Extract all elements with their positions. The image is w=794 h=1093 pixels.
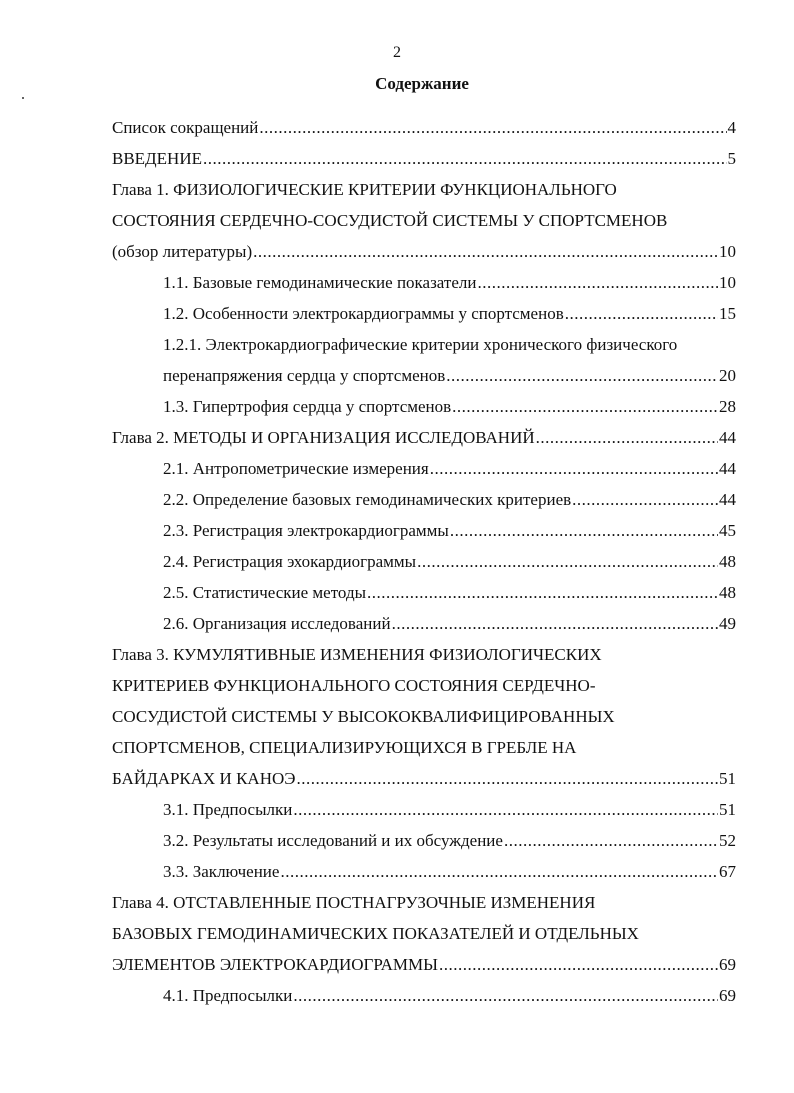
toc-entry-chapter-3[interactable]: БАЙДАРКАХ И КАНОЭ ..... 51 — [112, 763, 736, 794]
toc-page: 28 — [719, 397, 736, 416]
toc-chapter-4-line-2[interactable]: БАЗОВЫХ ГЕМОДИНАМИЧЕСКИХ ПОКАЗАТЕЛЕЙ И ОТДЕЛЬНЫХ — [112, 924, 639, 943]
toc-entry-1-2-1[interactable]: перенапряжения сердца у спортсменов ..... 20 — [163, 360, 736, 391]
toc-chapter-3-line-4[interactable]: СПОРТСМЕНОВ, СПЕЦИАЛИЗИРУЮЩИХСЯ В ГРЕБЛЕ НА — [112, 738, 577, 757]
toc-entry-chapter-2[interactable]: Глава 2. МЕТОДЫ И ОРГАНИЗАЦИЯ ИССЛЕДОВАНИЙ ..... 44 — [112, 422, 736, 453]
scan-speck — [22, 97, 24, 99]
toc-page: 48 — [719, 583, 736, 602]
toc-entry-1-2-1-line-1[interactable]: 1.2.1. Электрокардиографические критерии хронического физического — [163, 335, 678, 354]
toc-entry-chapter-1[interactable]: (обзор литературы) ..... 10 — [112, 236, 736, 267]
toc-page: 67 — [719, 862, 736, 881]
toc-page: 44 — [719, 490, 736, 509]
toc-entry-3-3[interactable]: 3.3. Заключение ..... 67 — [163, 856, 736, 887]
toc-chapter-4-line-1[interactable]: Глава 4. ОТСТАВЛЕННЫЕ ПОСТНАГРУЗОЧНЫЕ ИЗМЕНЕНИЯ — [112, 893, 596, 912]
toc-entry-3-1[interactable]: 3.1. Предпосылки ..... 51 — [163, 794, 736, 825]
toc-page: 51 — [719, 769, 736, 788]
page-number: 2 — [393, 44, 401, 61]
toc-page: 44 — [719, 428, 736, 447]
toc-chapter-3-line-2[interactable]: КРИТЕРИЕВ ФУНКЦИОНАЛЬНОГО СОСТОЯНИЯ СЕРДЕЧНО- — [112, 676, 596, 695]
toc-page: 15 — [719, 304, 736, 323]
toc-page: 69 — [719, 986, 736, 1005]
toc-page: 4 — [727, 118, 736, 137]
toc-entry-2-1[interactable]: 2.1. Антропометрические измерения ..... 44 — [163, 453, 736, 484]
page-title: Содержание — [375, 74, 469, 93]
toc-page: 49 — [719, 614, 736, 633]
toc-page: 44 — [719, 459, 736, 478]
toc-entry-chapter-4[interactable]: ЭЛЕМЕНТОВ ЭЛЕКТРОКАРДИОГРАММЫ ..... 69 — [112, 949, 736, 980]
toc-page: 69 — [719, 955, 736, 974]
toc-entry-2-6[interactable]: 2.6. Организация исследований ..... 49 — [163, 608, 736, 639]
toc-page: 20 — [719, 366, 736, 385]
toc-page: 51 — [719, 800, 736, 819]
toc-chapter-3-line-1[interactable]: Глава 3. КУМУЛЯТИВНЫЕ ИЗМЕНЕНИЯ ФИЗИОЛОГИЧЕСКИХ — [112, 645, 602, 664]
toc-page: 10 — [719, 242, 736, 261]
toc-entry-1-3[interactable]: 1.3. Гипертрофия сердца у спортсменов ..... 28 — [163, 391, 736, 422]
toc-page: 5 — [727, 149, 736, 168]
toc-chapter-1-line-2[interactable]: СОСТОЯНИЯ СЕРДЕЧНО-СОСУДИСТОЙ СИСТЕМЫ У СПОРТСМЕНОВ — [112, 211, 668, 230]
toc-page: 45 — [719, 521, 736, 540]
toc-entry-2-2[interactable]: 2.2. Определение базовых гемодинамических критериев ..... 44 — [163, 484, 736, 515]
toc-entry-abbreviations[interactable]: Список сокращений ..... 4 — [112, 112, 736, 143]
toc-page: 10 — [719, 273, 736, 292]
toc-page: 48 — [719, 552, 736, 571]
toc-entry-3-2[interactable]: 3.2. Результаты исследований и их обсуждение ..... 52 — [163, 825, 736, 856]
toc-entry-1-2[interactable]: 1.2. Особенности электрокардиограммы у спортсменов ..... 15 — [163, 298, 736, 329]
toc-entry-2-4[interactable]: 2.4. Регистрация эхокардиограммы ..... 48 — [163, 546, 736, 577]
toc-page: 52 — [719, 831, 736, 850]
toc-entry-introduction[interactable]: ВВЕДЕНИЕ ..... 5 — [112, 143, 736, 174]
toc-entry-2-5[interactable]: 2.5. Статистические методы ..... 48 — [163, 577, 736, 608]
toc-entry-1-1[interactable]: 1.1. Базовые гемодинамические показатели ..... 10 — [163, 267, 736, 298]
toc-entry-2-3[interactable]: 2.3. Регистрация электрокардиограммы ..... 45 — [163, 515, 736, 546]
toc-entry-4-1[interactable]: 4.1. Предпосылки ..... 69 — [163, 980, 736, 1011]
toc-chapter-1-line-1[interactable]: Глава 1. ФИЗИОЛОГИЧЕСКИЕ КРИТЕРИИ ФУНКЦИОНАЛЬНОГО — [112, 180, 617, 199]
toc-chapter-3-line-3[interactable]: СОСУДИСТОЙ СИСТЕМЫ У ВЫСОКОКВАЛИФИЦИРОВАННЫХ — [112, 707, 615, 726]
